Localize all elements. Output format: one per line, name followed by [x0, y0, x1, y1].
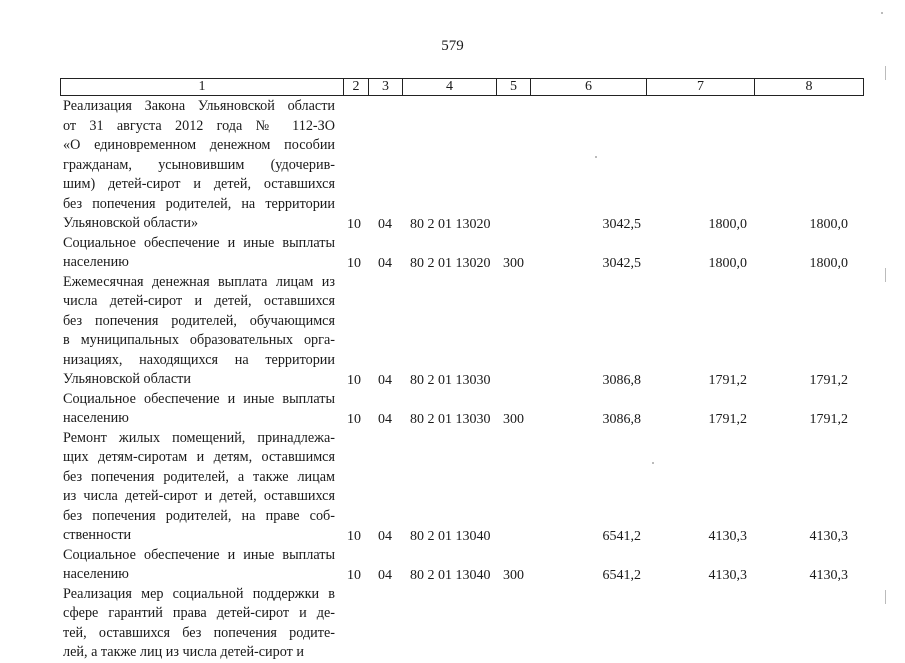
description-line: Социальное обеспечение и иные выплаты: [63, 234, 335, 251]
description-line: в муниципальных образовательных орга-: [63, 332, 335, 348]
cell-col-8: 1800,0: [809, 256, 848, 271]
header-col-8: 8: [805, 79, 813, 94]
header-col-1: 1: [61, 79, 344, 95]
cell-col-2: 10: [347, 568, 361, 583]
description-line: населению: [63, 410, 129, 426]
cell-col-7: 1791,2: [708, 412, 747, 427]
row-description: [63, 234, 335, 273]
cell-col-6: 3086,8: [602, 373, 641, 388]
cell-col-8: 4130,3: [809, 529, 848, 544]
cell-col-5: 300: [503, 256, 524, 271]
cell-col-2: 10: [347, 412, 361, 427]
row-description: [63, 390, 335, 429]
cell-col-8: 4130,3: [809, 568, 848, 583]
cell-col-2: 10: [347, 256, 361, 271]
cell-col-4: 80 2 01 13040: [410, 568, 491, 583]
cell-col-6: 6541,2: [602, 529, 641, 544]
description-line: Ежемесячная денежная выплата лицам из: [63, 273, 335, 290]
cell-col-3: 04: [378, 373, 392, 388]
cell-col-7: 4130,3: [708, 568, 747, 583]
cell-col-3: 04: [378, 412, 392, 427]
description-line: щих детям-сиротам и детям, оставшимся: [63, 449, 335, 465]
description-line: населению: [63, 254, 129, 270]
cell-col-8: 1791,2: [809, 412, 848, 427]
cell-col-4: 80 2 01 13020: [410, 217, 491, 232]
row-description: [63, 429, 335, 546]
description-line: низациях, находящихся на территории: [63, 351, 335, 368]
description-line: числа детей-сирот и детей, оставшихся: [63, 293, 335, 309]
cell-col-7: 4130,3: [708, 529, 747, 544]
cell-col-4: 80 2 01 13040: [410, 529, 491, 544]
description-line: из числа детей-сирот и детей, оставшихся: [63, 488, 335, 504]
page-number: 579: [441, 38, 464, 54]
cell-col-4: 80 2 01 13030: [410, 373, 491, 388]
row-description: [63, 585, 335, 663]
cell-col-7: 1800,0: [708, 217, 747, 232]
header-col-7: 7: [647, 79, 755, 95]
cell-col-4: 80 2 01 13030: [410, 412, 491, 427]
row-description: [63, 273, 335, 390]
row-description: [63, 546, 335, 585]
description-line: населению: [63, 566, 129, 582]
cell-col-8: 1791,2: [809, 373, 848, 388]
header-col-3: 3: [369, 79, 403, 95]
cell-col-2: 10: [347, 373, 361, 388]
description-line: «О единовременном денежном пособии: [63, 137, 335, 153]
description-line: без попечения родителей, на территории: [63, 195, 335, 212]
description-line: от 31 августа 2012 года № 112-ЗО: [63, 117, 335, 134]
table-header-row: [60, 78, 864, 96]
description-line: без попечения родителей, обучающимся: [63, 312, 335, 329]
cell-col-2: 10: [347, 217, 361, 232]
cell-col-4: 80 2 01 13020: [410, 256, 491, 271]
cell-col-8: 1800,0: [809, 217, 848, 232]
cell-col-7: 1791,2: [708, 373, 747, 388]
description-line: ственности: [63, 527, 132, 543]
row-description: [63, 97, 335, 234]
header-col-2: 2: [344, 79, 369, 95]
description-line: Социальное обеспечение и иные выплаты: [63, 546, 335, 563]
cell-col-5: 300: [503, 412, 524, 427]
header-col-4: 4: [403, 79, 497, 95]
cell-col-5: 300: [503, 568, 524, 583]
description-line: лей, а также лиц из числа детей-сирот и: [63, 644, 304, 660]
description-line: Социальное обеспечение и иные выплаты: [63, 390, 335, 407]
cell-col-2: 10: [347, 529, 361, 544]
description-line: Ремонт жилых помещений, принадлежа-: [63, 429, 335, 446]
cell-col-3: 04: [378, 529, 392, 544]
cell-col-3: 04: [378, 256, 392, 271]
cell-col-6: 3042,5: [602, 217, 641, 232]
description-line: Ульяновской области: [63, 371, 191, 387]
cell-col-7: 1800,0: [708, 256, 747, 271]
description-line: Ульяновской области»: [63, 215, 199, 231]
cell-col-6: 3042,5: [602, 256, 641, 271]
cell-col-6: 6541,2: [602, 568, 641, 583]
cell-col-3: 04: [378, 217, 392, 232]
cell-col-6: 3086,8: [602, 412, 641, 427]
description-line: гражданам, усыновившим (удочерив-: [63, 156, 335, 173]
header-col-6: 6: [531, 79, 647, 95]
description-line: Реализация Закона Ульяновской области: [63, 98, 335, 114]
description-line: без попечения родителей, на праве соб-: [63, 507, 335, 524]
description-line: Реализация мер социальной поддержки в: [63, 585, 335, 602]
header-col-5: 5: [497, 79, 531, 95]
description-line: тей, оставшихся без попечения родите-: [63, 624, 335, 641]
cell-col-3: 04: [378, 568, 392, 583]
description-line: сфере гарантий права детей-сирот и де-: [63, 605, 335, 621]
description-line: шим) детей-сирот и детей, оставшихся: [63, 176, 335, 192]
description-line: без попечения родителей, а также лицам: [63, 468, 335, 485]
